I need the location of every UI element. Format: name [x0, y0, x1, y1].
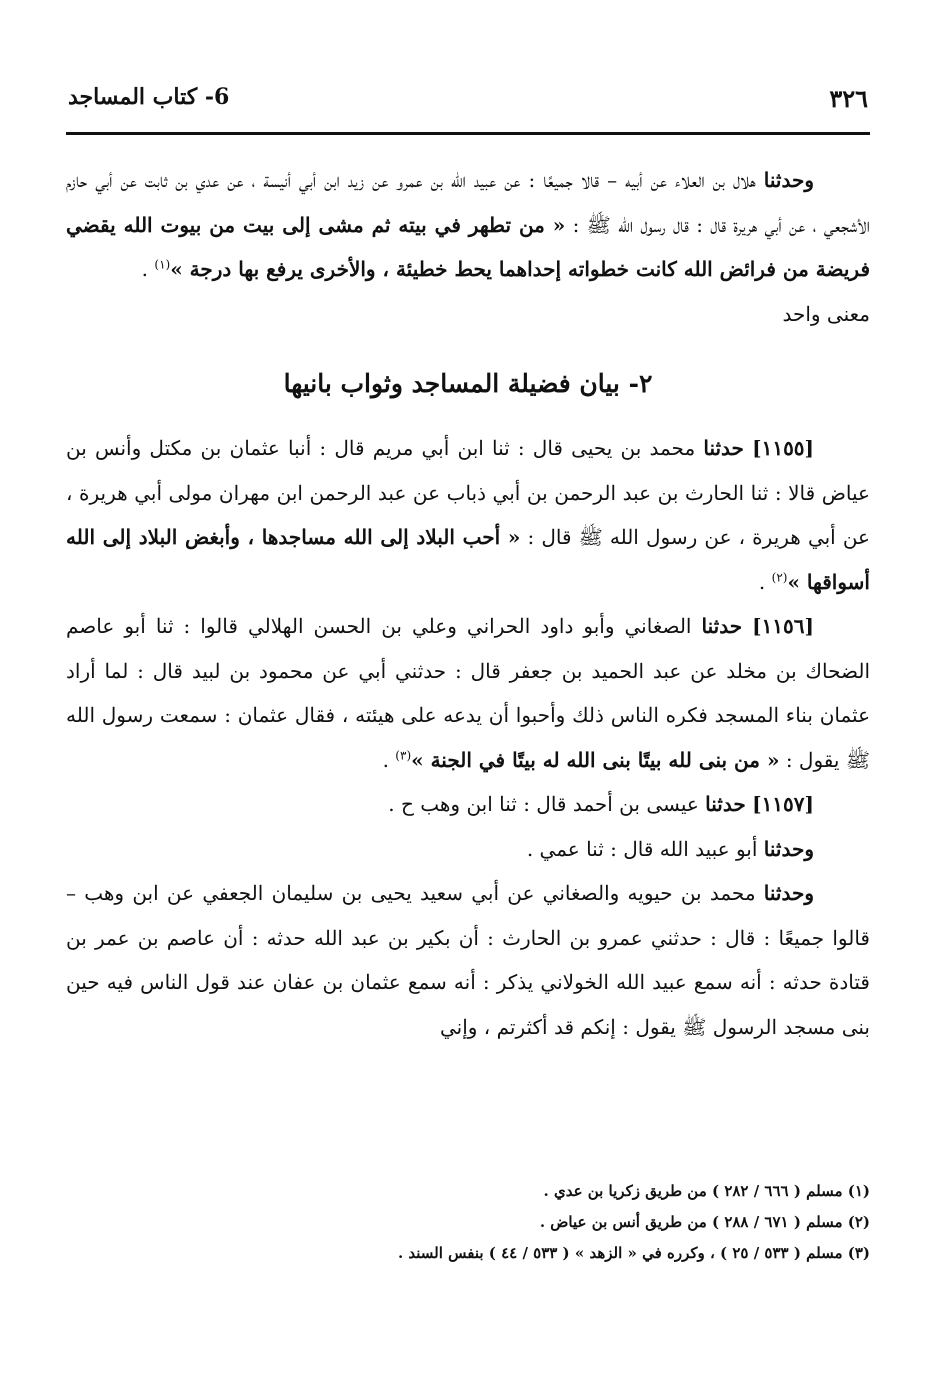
footnote-1: (١) مسلم ( ٦٦٦ / ٢٨٢ ) من طريق زكريا بن عدي .: [543, 1182, 870, 1200]
paragraph-tail: .: [141, 257, 155, 281]
footnote-ref: (٢): [771, 569, 788, 584]
hadith-1155: [66, 426, 870, 604]
hadith-number: [١١٥٧]: [752, 792, 814, 816]
paragraph-tail: .: [382, 747, 396, 772]
hadith-1157-line2: [66, 827, 870, 872]
isnad-text: الصغاني وأبو داود الحراني وعلي بن الحسن الهلالي قالوا : ثنا أبو عاصم الضحاك بن مخلد عن عبد الحميد بن جعفر قال : حدثني أبي عن محمود بن لبيد قال : لما أراد عثمان بناء المسجد فكره الناس ذلك وأحبوا أن يدعه على هيئته ، فقال عثمان : سمعت رسول الله ﷺ يقول :: [66, 614, 871, 772]
isnad-text: محمد بن حيويه والصغاني عن أبي سعيد يحيى بن سليمان الجعفي عن ابن وهب – قالوا جميعًا : قال : حدثني عمرو بن الحارث : أن بكير بن عبد الله حدثه : أن عاصم بن عمر بن قتادة حدثه : أنه سمع عبيد الله الخولاني يذكر : أنه سمع عثمان بن عفان عند قول الناس فيه حين بنى مسجد الرسول ﷺ يقول : إنكم قد أكثرتم ، وإني: [66, 881, 870, 1039]
footnotes: [66, 1176, 870, 1269]
footnote-2: (٢) مسلم ( ٦٧١ / ٢٨٨ ) من طريق أنس بن عياض .: [539, 1213, 870, 1231]
paragraph-tail: .: [758, 569, 772, 594]
hadith-lead: وحدثنا: [763, 881, 815, 905]
hadith-number: [١١٥٦]: [752, 614, 814, 638]
footnote-3: (٣) مسلم ( ٥٣٣ / ٢٥ ) ، وكرره في « الزهد » ( ٥٣٣ / ٤٤ ) بنفس السند .: [397, 1244, 870, 1262]
header-rule: [66, 132, 870, 135]
matn-text: « أحب البلاد إلى الله مساجدها ، وأبغض البلاد إلى الله أسواقها »: [66, 525, 870, 594]
hadith-1157: [66, 782, 870, 827]
hadith-lead: وحدثنا: [763, 168, 814, 192]
page-header: [68, 84, 868, 128]
paragraph-intro: [66, 158, 870, 292]
footnote-ref: (١): [154, 257, 171, 272]
hadith-1157-line3: [66, 871, 870, 1049]
isnad-text: أبو عبيد الله قال : ثنا عمي .: [526, 836, 764, 861]
hadith-lead: حدثنا: [703, 436, 744, 460]
running-title: 6- كتاب المساجد: [68, 84, 230, 110]
isnad-text: محمد بن يحيى قال : ثنا ابن أبي مريم قال : أنبا عثمان بن مكتل وأنس بن عياض قالا : ثنا الحارث بن عبد الرحمن بن أبي ذباب عن عبد الرحمن ابن مهران مولى أبي هريرة ، عن أبي هريرة ، عن رسول الله ﷺ قال :: [66, 436, 870, 549]
hadith-lead: وحدثنا: [763, 836, 814, 861]
isnad-text: هلال بن العلاء عن أبيه – قالا جميعًا : عن عبيد الله بن عمرو عن زيد ابن أبي أنيسة ، عن عدي بن ثابت عن أبي حازم الأشجعي ، عن أبي هريرة قال : قال رسول الله ﷺ :: [66, 168, 870, 237]
section-heading: ٢- بيان فضيلة المساجد وثواب بانيها: [283, 369, 653, 398]
footnote-ref: (٣): [395, 747, 412, 762]
hadith-lead: حدثنا: [705, 792, 746, 816]
isnad-text: عيسى بن أحمد قال : ثنا ابن وهب ح .: [388, 792, 706, 816]
paragraph-note: معنى واحد: [782, 301, 870, 326]
page-number: ٣٢٦: [829, 84, 868, 113]
hadith-1156: [66, 604, 870, 782]
matn-text: « من بنى لله بيتًا بنى الله له بيتًا في الجنة »: [411, 747, 780, 772]
hadith-number: [١١٥٥]: [752, 436, 815, 460]
hadith-lead: حدثنا: [701, 614, 743, 638]
main-text: [66, 158, 870, 1049]
matn-text: « من تطهر في بيته ثم مشى إلى بيت من بيوت الله يقضي فريضة من فرائض الله كانت خطواته إحداهما يحط خطيئة ، والأخرى يرفع بها درجة »: [66, 212, 870, 281]
